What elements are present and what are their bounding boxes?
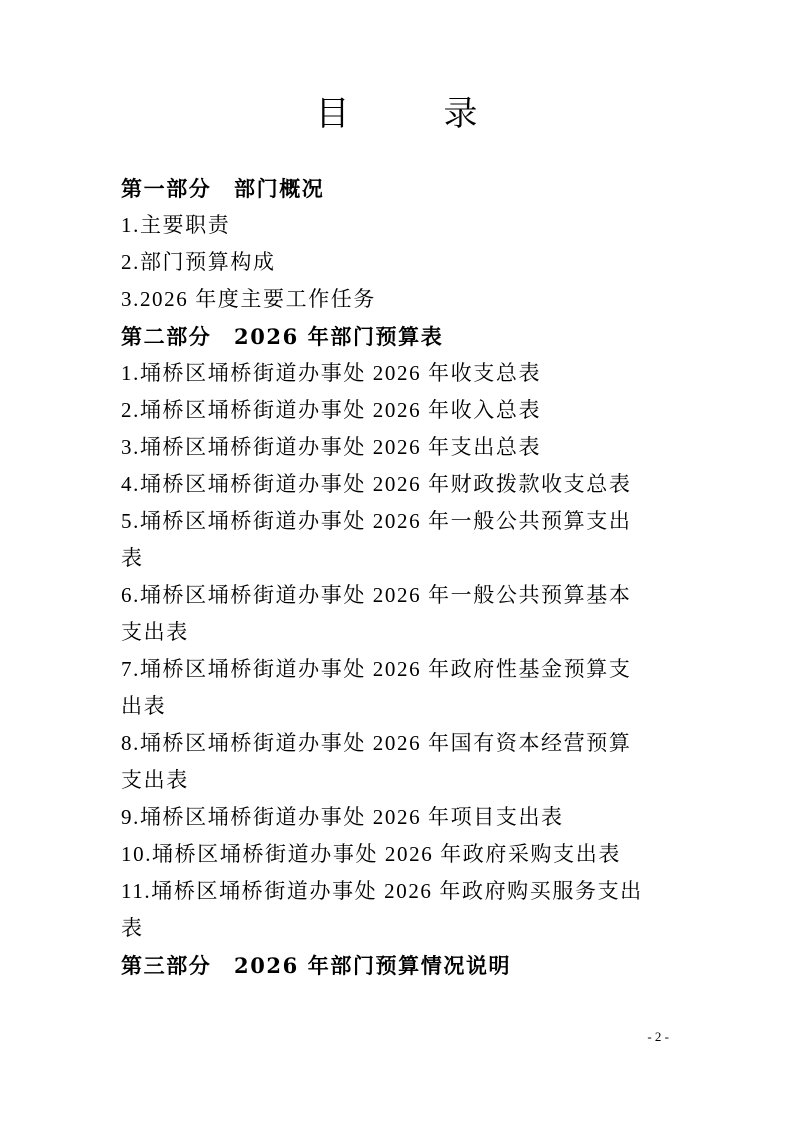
toc-item[interactable]: 3.2026 年度主要工作任务 [121,287,376,311]
toc-item[interactable]: 3.埇桥区埇桥街道办事处 2026 年支出总表 [121,435,542,459]
toc-item[interactable]: 9.埇桥区埇桥街道办事处 2026 年项目支出表 [121,805,564,829]
toc-item-continued[interactable]: 表 [121,546,144,570]
toc-item[interactable]: 10.埇桥区埇桥街道办事处 2026 年政府采购支出表 [121,842,621,866]
toc-heading-part-2[interactable]: 第二部分 2026 年部门预算表 [121,324,444,349]
toc-item-continued[interactable]: 支出表 [121,768,189,792]
toc-item[interactable]: 4.埇桥区埇桥街道办事处 2026 年财政拨款收支总表 [121,472,632,496]
toc-item-continued[interactable]: 支出表 [121,620,189,644]
toc-heading-part-1[interactable]: 第一部分 部门概况 [121,176,325,201]
toc-item-continued[interactable]: 出表 [121,694,167,718]
table-of-contents [121,170,681,984]
toc-item-continued[interactable]: 表 [121,916,144,940]
toc-item[interactable]: 2.部门预算构成 [121,250,276,274]
page-title: 目 录 [315,94,508,134]
toc-item[interactable]: 1.埇桥区埇桥街道办事处 2026 年收支总表 [121,361,542,385]
toc-item[interactable]: 11.埇桥区埇桥街道办事处 2026 年政府购买服务支出 [121,879,643,903]
page-number: - 2 - [647,1029,669,1044]
toc-item[interactable]: 2.埇桥区埇桥街道办事处 2026 年收入总表 [121,398,542,422]
toc-heading-part-3[interactable]: 第三部分 2026 年部门预算情况说明 [121,953,512,978]
toc-item[interactable]: 5.埇桥区埇桥街道办事处 2026 年一般公共预算支出 [121,509,632,533]
toc-item[interactable]: 8.埇桥区埇桥街道办事处 2026 年国有资本经营预算 [121,731,632,755]
toc-item[interactable]: 6.埇桥区埇桥街道办事处 2026 年一般公共预算基本 [121,583,632,607]
toc-item[interactable]: 1.主要职责 [121,213,231,237]
toc-item[interactable]: 7.埇桥区埇桥街道办事处 2026 年政府性基金预算支 [121,657,632,681]
